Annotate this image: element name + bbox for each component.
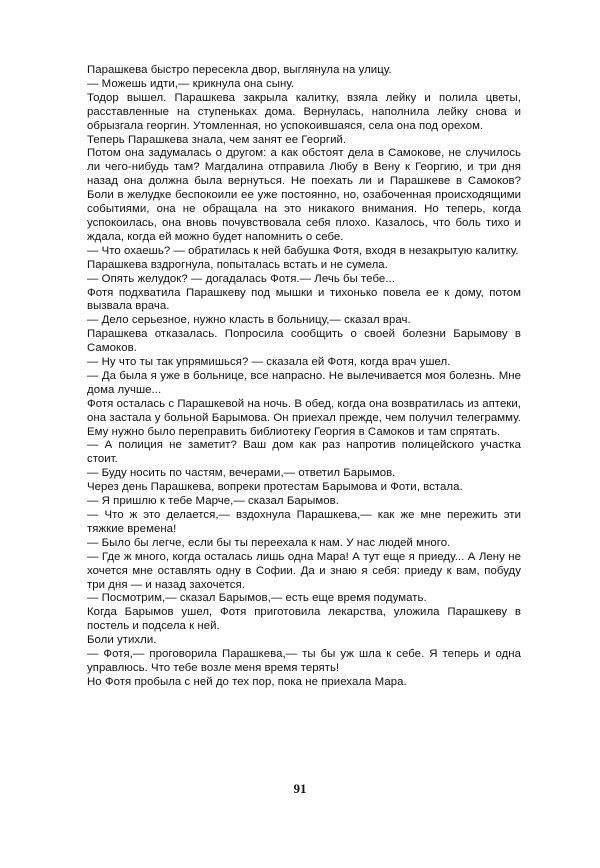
paragraph: Парашкева отказалась. Попросила сообщить о своей болезни Барымову в Самоков. [87, 328, 521, 355]
paragraph: Тодор вышел. Парашкева закрыла калитку, взяла лейку и полила цветы, расставленные на ступеньках дома. Вернулась, наполнила лейку снова и обрызгала георгин. Утомленная, но успокоившаяся, села она под орехом. [87, 91, 521, 132]
paragraph: — Посмотрим,— сказал Барымов,— есть еще время подумать. [87, 592, 427, 605]
paragraph: Теперь Парашкева знала, чем занят ее Георгий. [87, 133, 347, 146]
paragraph: — Фотя,— проговорила Парашкева,— ты бы уж шла к себе. Я теперь и одна управлюсь. Что тебе возле меня время терять! [87, 648, 521, 674]
paragraph: — Что охаешь? — обратилась к ней бабушка Фотя, входя в незакрытую калитку. [87, 244, 519, 257]
paragraph: Парашкева вздрогнула, попыталась встать и не сумела. [87, 258, 388, 271]
paragraph: — Я пришлю к тебе Марче,— сказал Барымов. [87, 495, 339, 508]
paragraph: Через день Парашкева, вопреки протестам Барымова и Фоти, встала. [87, 481, 463, 494]
paragraph: Фотя подхватила Парашкеву под мышки и тихонько повела ее к дому, потом вызвала врача. [87, 286, 521, 313]
paragraph: Потом она задумалась о другом: а как обстоят дела в Самокове, не случилось ли чего-нибудь там? Магдалина отправила Любу в Вену к Георгию, и три дня назад она должна была вернуться. Не поехать ли и Парашкеве в Самоков? Боли в желудке беспокоили ее уже постоянно, но, озабоченная происходящими событиями, она не обращала на это никакого внимания. Но теперь, когда успокоилась, она вновь почувствовала себя плохо. Казалось, что боль тихо и ждала, когда ей можно будет напомнить о себе. [87, 147, 521, 243]
paragraph: — Буду носить по частям, вечерами,— ответил Барымов. [87, 467, 396, 480]
paragraph: — Что ж это делается,— вздохнула Парашкева,— как же мне пережить эти тяжкие времена! [87, 509, 521, 535]
page-number: 91 [293, 781, 307, 796]
paragraph: — А полиция не заметит? Ваш дом как раз напротив полицейского участка стоит. [87, 439, 521, 466]
paragraph: Боли утихли. [87, 634, 157, 647]
paragraph: — Опять желудок? — догадалась Фотя.— Лечь бы тебе... [87, 272, 395, 285]
paragraph: Но Фотя пробыла с ней до тех пор, пока не приехала Мара. [87, 675, 407, 688]
paragraph: Парашкева быстро пересекла двор, выглянула на улицу. [87, 64, 392, 76]
paragraph: — Где ж много, когда осталась лишь одна Мара! А тут еще я приеду... А Лену не хочется мне оставлять одну в Софии. Да и знаю я себя: приеду к вам, побуду три дня — и назад захочется. [87, 550, 521, 591]
paragraph: Фотя осталась с Парашкевой на ночь. В обед, когда она возвратилась из аптеки, она застала у больной Барымова. Он приехал прежде, чем получил телеграмму. Ему нужно было переправить библиотеку Георгия в Самоков и там спрятать. [87, 397, 521, 438]
paragraph: — Дело серьезное, нужно класть в больницу,— сказал врач. [87, 314, 411, 327]
paragraph: — Можешь идти,— крикнула она сыну. [87, 77, 295, 90]
paragraph: Когда Барымов ушел, Фотя приготовила лекарства, уложила Парашкеву в постель и подсела к ней. [87, 606, 521, 633]
paragraph: — Ну что ты так упрямишься? — сказала ей Фотя, когда врач ушел. [87, 356, 451, 369]
paragraph: — Да была я уже в больнице, все напрасно. Не вылечивается моя болезнь. Мне дома лучше... [87, 369, 521, 396]
paragraph: — Было бы легче, если бы ты переехала к нам. У нас людей много. [87, 536, 451, 549]
page-text [87, 64, 521, 690]
